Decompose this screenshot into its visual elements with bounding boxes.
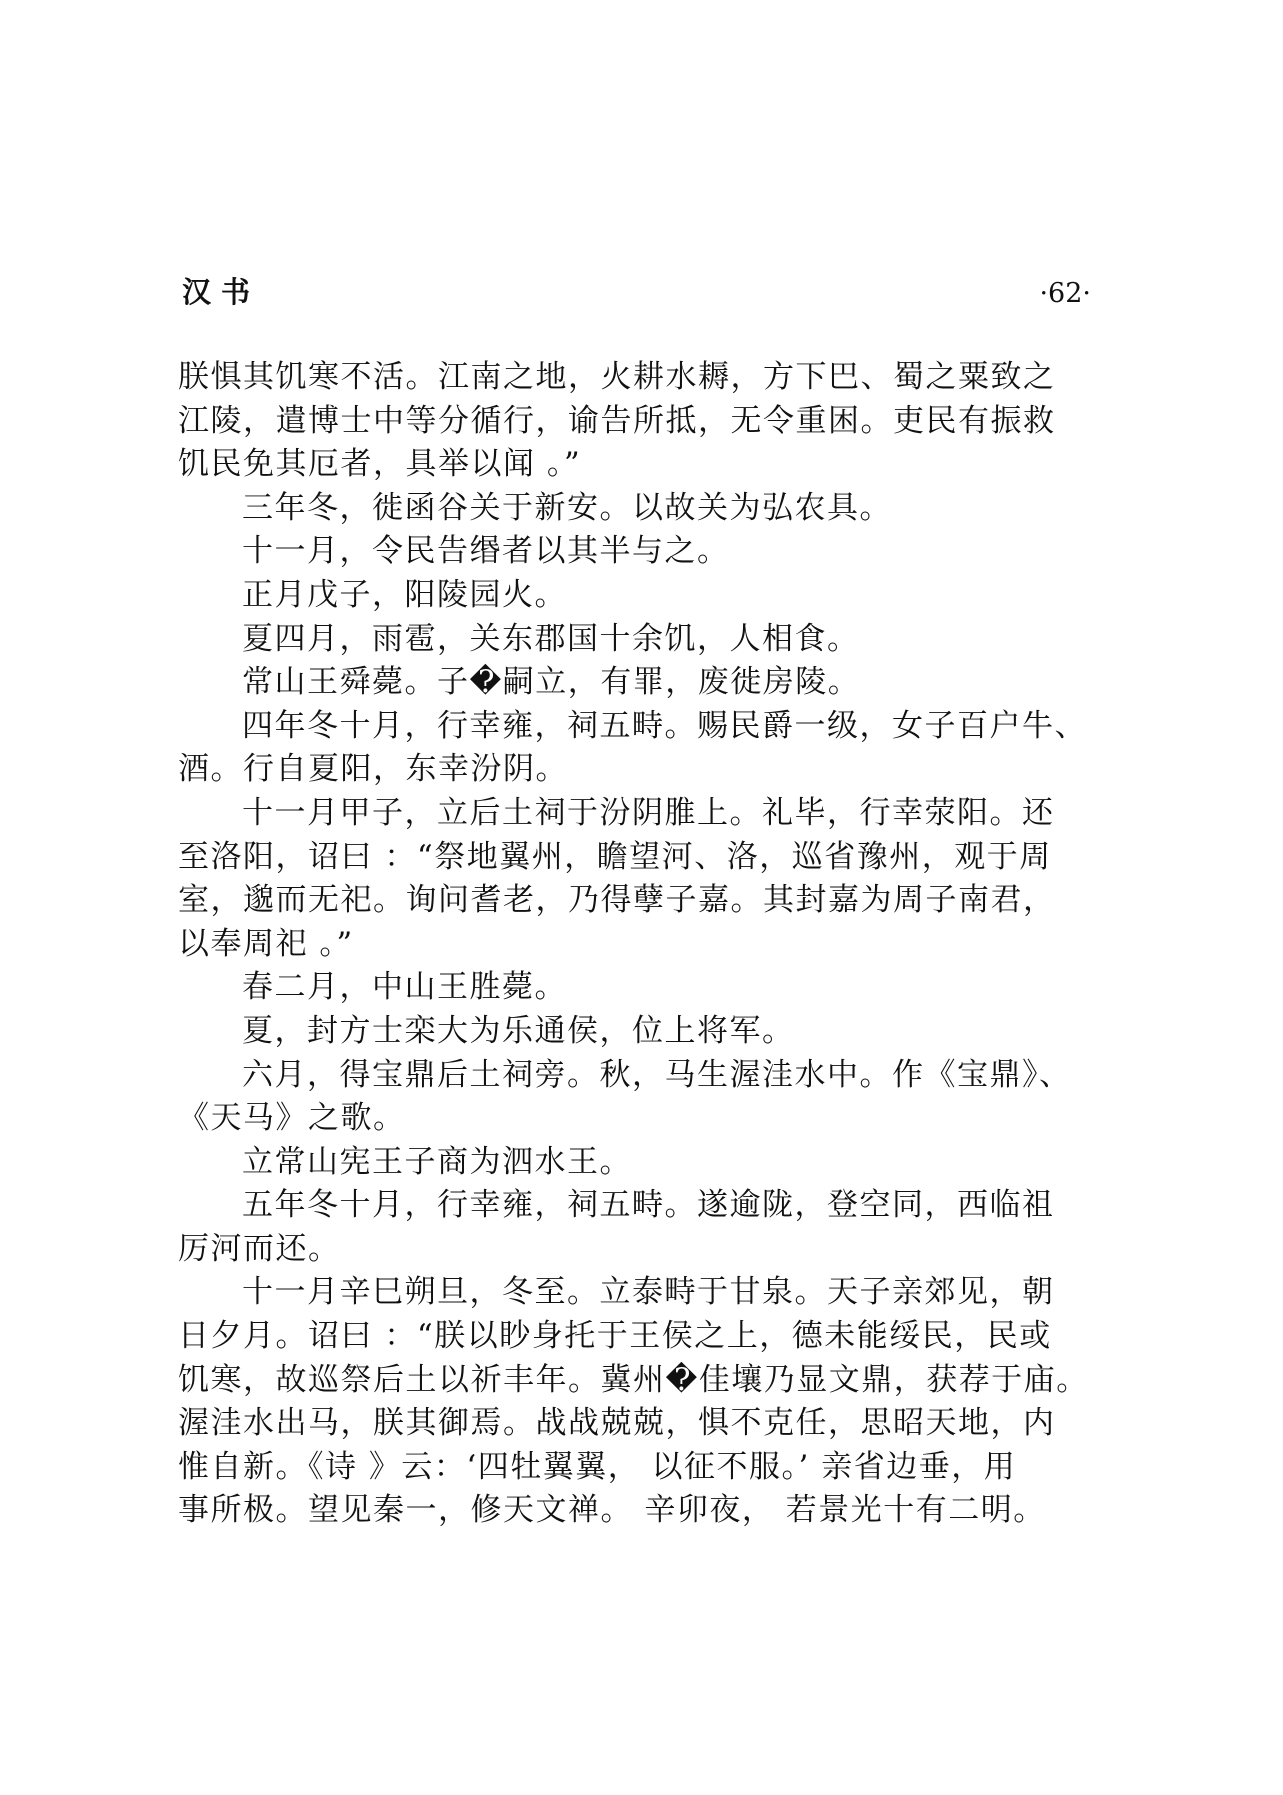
running-header-title: 汉书 [182, 275, 261, 309]
text-line: 三年冬，徙函谷关于新安。以故关为弘农具。 [242, 489, 892, 526]
text-line: 事所极。望见秦一，修天文禅。 辛卯夜， 若景光十有二明。 [178, 1492, 1046, 1529]
text-line: 酒。行自夏阳，东幸汾阴。 [178, 751, 568, 788]
text-line: 惟自新。《诗 》云：‘四牡翼翼， 以征不服。’ 亲省边垂，用 [178, 1448, 1017, 1485]
text-line: 春二月，中山王胜薨。 [242, 969, 567, 1006]
text-line: 《天马》之歌。 [178, 1100, 406, 1137]
text-line: 六月，得宝鼎后土祠旁。秋，马生渥洼水中。作《宝鼎》、 [242, 1056, 1072, 1093]
text-line: 十一月甲子，立后土祠于汾阴脽上。礼毕，行幸荥阳。还 [242, 794, 1055, 831]
text-line: 以奉周祀 。” [178, 925, 354, 962]
text-line: 十一月辛巳朔旦，冬至。立泰畤于甘泉。天子亲郊见，朝 [242, 1274, 1055, 1311]
text-line: 正月戊子，阳陵园火。 [242, 576, 567, 613]
text-line: 夏，封方士栾大为乐通侯，位上将军。 [242, 1012, 795, 1049]
text-line: 厉河而还。 [178, 1230, 341, 1267]
text-line: 饥寒，故巡祭后土以祈丰年。冀州�佳壤乃显文鼎，获荐于庙。 [178, 1361, 1089, 1398]
text-line: 五年冬十月，行幸雍，祠五畤。遂逾陇，登空同，西临祖 [242, 1187, 1055, 1224]
page-number: ·62· [1039, 278, 1091, 309]
text-line: 立常山宪王子商为泗水王。 [242, 1143, 632, 1180]
text-line: 至洛阳，诏曰 ：“祭地翼州，瞻望河、洛，巡省豫州，观于周 [178, 838, 1052, 875]
text-line: 四年冬十月，行幸雍，祠五畤。赐民爵一级，女子百户牛、 [242, 707, 1087, 744]
text-line: 常山王舜薨。子�嗣立，有罪，废徙房陵。 [242, 664, 861, 701]
body-text [178, 356, 1103, 1533]
text-line: 饥民免其厄者，具举以闻 。” [178, 446, 582, 483]
text-line: 日夕月。诏曰 ：“朕以眇身托于王侯之上，德未能绥民，民或 [178, 1318, 1052, 1355]
text-line: 江陵，遣博士中等分循行，谕告所抵，无令重困。吏民有振救 [178, 402, 1056, 439]
text-line: 朕惧其饥寒不活。江南之地，火耕水耨，方下巴、蜀之粟致之 [178, 359, 1056, 395]
text-line: 夏四月，雨雹，关东郡国十余饥，人相食。 [242, 620, 860, 657]
text-line: 十一月，令民告缗者以其半与之。 [242, 533, 730, 570]
text-line: 渥洼水出马，朕其御焉。战战兢兢，惧不克任，思昭天地，内 [178, 1405, 1056, 1442]
text-line: 室，邈而无祀。询问耆老，乃得孽子嘉。其封嘉为周子南君， [178, 882, 1056, 919]
